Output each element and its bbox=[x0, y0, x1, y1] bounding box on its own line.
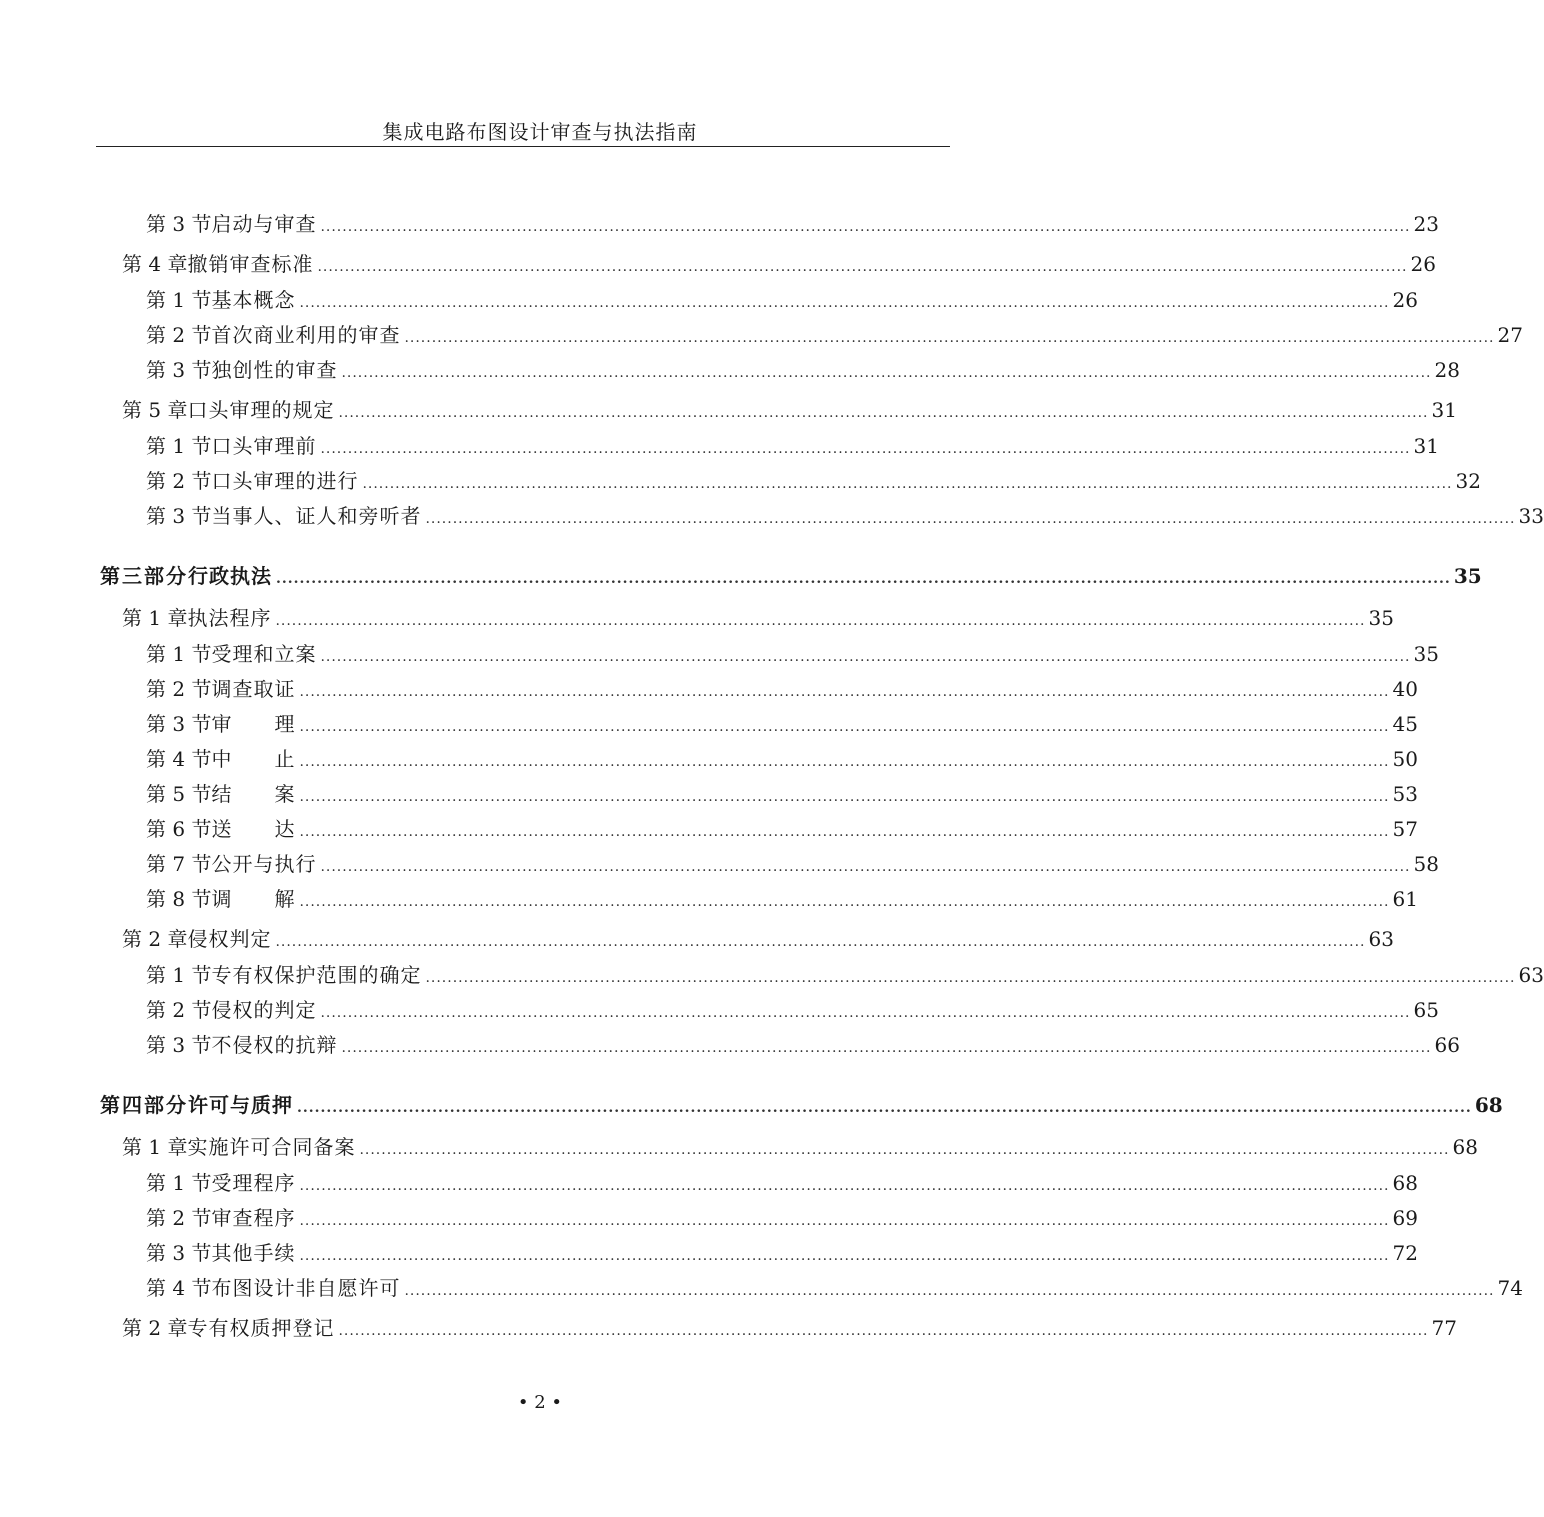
toc-entry-label: 第 6 节 bbox=[146, 817, 212, 841]
toc-entry-label: 第 1 节 bbox=[146, 1171, 212, 1195]
toc-entry-section bbox=[146, 211, 1439, 237]
dot-leader: ........................................................................................................................................................................................................ bbox=[341, 365, 1432, 381]
toc-entry-title: 基本概念 bbox=[211, 288, 296, 312]
toc-entry-page: 26 bbox=[1392, 288, 1418, 312]
toc-entry-chapter bbox=[122, 926, 1394, 952]
toc-entry-page: 28 bbox=[1434, 358, 1460, 382]
page-number: • 2 • bbox=[517, 1392, 563, 1413]
toc-entry-page: 57 bbox=[1392, 817, 1418, 841]
toc-entry-label: 第 2 章 bbox=[122, 927, 188, 951]
toc-entry-title: 侵权判定 bbox=[187, 927, 272, 951]
toc-entry-label: 第 2 节 bbox=[146, 677, 212, 701]
toc-entry-title: 送 达 bbox=[211, 817, 296, 841]
dot-leader: ........................................................................................................................................................................................................ bbox=[299, 1178, 1390, 1194]
toc-entry-title: 独创性的审查 bbox=[211, 358, 338, 382]
toc-entry-page: 72 bbox=[1392, 1241, 1418, 1265]
toc-entry-section bbox=[146, 357, 1460, 383]
toc-entry-title: 执法程序 bbox=[187, 606, 272, 630]
toc-entry-title: 侵权的判定 bbox=[211, 998, 317, 1022]
toc-entry-page: 68 bbox=[1452, 1135, 1478, 1159]
toc-entry-label: 第 4 章 bbox=[122, 252, 188, 276]
toc-entry-section bbox=[146, 711, 1418, 737]
toc-entry-title: 结 案 bbox=[211, 782, 296, 806]
toc-entry-page: 35 bbox=[1453, 564, 1482, 588]
dot-leader: ........................................................................................................................................................................................................ bbox=[299, 754, 1390, 770]
toc-entry-title: 受理程序 bbox=[211, 1171, 296, 1195]
toc-entry-title: 调查取证 bbox=[211, 677, 296, 701]
toc-entry-part bbox=[100, 563, 1482, 589]
dot-leader: ........................................................................................................................................................................................................ bbox=[299, 1248, 1390, 1264]
toc-entry-section bbox=[146, 287, 1418, 313]
toc-entry-label: 第 2 节 bbox=[146, 323, 212, 347]
toc-entry-chapter bbox=[122, 1134, 1478, 1160]
dot-leader: ........................................................................................................................................................................................................ bbox=[425, 970, 1516, 986]
toc-entry-page: 31 bbox=[1431, 398, 1457, 422]
toc-entry-page: 40 bbox=[1392, 677, 1418, 701]
toc-entry-page: 61 bbox=[1392, 887, 1418, 911]
dot-leader: ........................................................................................................................................................................................................ bbox=[297, 1100, 1472, 1116]
dot-leader: ........................................................................................................................................................................................................ bbox=[341, 1040, 1432, 1056]
toc-entry-page: 35 bbox=[1413, 642, 1439, 666]
toc-entry-label: 第 4 节 bbox=[146, 1276, 212, 1300]
toc-entry-label: 第 2 节 bbox=[146, 469, 212, 493]
dot-leader: ........................................................................................................................................................................................................ bbox=[320, 441, 1411, 457]
dot-leader: ........................................................................................................................................................................................................ bbox=[299, 719, 1390, 735]
toc-entry-title: 审 理 bbox=[211, 712, 296, 736]
dot-leader: ........................................................................................................................................................................................................ bbox=[299, 684, 1390, 700]
dot-leader: ........................................................................................................................................................................................................ bbox=[299, 789, 1390, 805]
toc-entry-chapter bbox=[122, 397, 1457, 423]
dot-leader: ........................................................................................................................................................................................................ bbox=[404, 330, 1495, 346]
toc-entry-chapter bbox=[122, 1315, 1457, 1341]
toc-entry-page: 45 bbox=[1392, 712, 1418, 736]
toc-entry-label: 第四部分 bbox=[100, 1093, 188, 1117]
toc-entry-section bbox=[146, 746, 1418, 772]
toc-entry-page: 66 bbox=[1434, 1033, 1460, 1057]
toc-entry-label: 第 3 节 bbox=[146, 1241, 212, 1265]
dot-leader: ........................................................................................................................................................................................................ bbox=[299, 824, 1390, 840]
toc-entry-title: 其他手续 bbox=[211, 1241, 296, 1265]
toc-entry-title: 受理和立案 bbox=[211, 642, 317, 666]
toc-entry-section bbox=[146, 851, 1439, 877]
toc-entry-label: 第 3 节 bbox=[146, 1033, 212, 1057]
toc-entry-title: 中 止 bbox=[211, 747, 296, 771]
toc-entry-chapter bbox=[122, 605, 1394, 631]
toc-entry-title: 实施许可合同备案 bbox=[187, 1135, 356, 1159]
dot-leader: ........................................................................................................................................................................................................ bbox=[338, 1323, 1429, 1339]
toc-entry-label: 第 3 节 bbox=[146, 358, 212, 382]
toc-entry-label: 第 5 章 bbox=[122, 398, 188, 422]
toc-entry-section bbox=[146, 641, 1439, 667]
toc-entry-part bbox=[100, 1092, 1503, 1118]
dot-leader: ........................................................................................................................................................................................................ bbox=[320, 1005, 1411, 1021]
toc-entry-page: 68 bbox=[1392, 1171, 1418, 1195]
toc-entry-section bbox=[146, 962, 1544, 988]
toc-entry-page: 68 bbox=[1474, 1093, 1503, 1117]
toc-entry-page: 23 bbox=[1413, 212, 1439, 236]
toc-entry-label: 第 2 节 bbox=[146, 998, 212, 1022]
toc-entry-page: 26 bbox=[1410, 252, 1436, 276]
toc-entry-title: 启动与审查 bbox=[211, 212, 317, 236]
toc-entry-page: 69 bbox=[1392, 1206, 1418, 1230]
header-rule bbox=[96, 146, 950, 147]
dot-leader: ........................................................................................................................................................................................................ bbox=[320, 859, 1411, 875]
toc-entry-title: 专有权保护范围的确定 bbox=[211, 963, 422, 987]
toc-entry-page: 74 bbox=[1497, 1276, 1523, 1300]
dot-leader: ........................................................................................................................................................................................................ bbox=[359, 1142, 1450, 1158]
toc-entry-label: 第 2 节 bbox=[146, 1206, 212, 1230]
toc-entry-section bbox=[146, 433, 1439, 459]
toc-entry-label: 第三部分 bbox=[100, 564, 188, 588]
toc-entry-title: 不侵权的抗辩 bbox=[211, 1033, 338, 1057]
toc-entry-section bbox=[146, 781, 1418, 807]
toc-entry-title: 行政执法 bbox=[188, 564, 272, 588]
toc-entry-section bbox=[146, 1032, 1460, 1058]
toc-entry-section bbox=[146, 816, 1418, 842]
toc-entry-title: 审查程序 bbox=[211, 1206, 296, 1230]
toc-entry-title: 口头审理的规定 bbox=[187, 398, 335, 422]
toc-entry-page: 27 bbox=[1497, 323, 1523, 347]
toc-entry-label: 第 7 节 bbox=[146, 852, 212, 876]
toc-entry-chapter bbox=[122, 251, 1436, 277]
toc-entry-section bbox=[146, 1275, 1523, 1301]
toc-entry-page: 35 bbox=[1368, 606, 1394, 630]
toc-entry-label: 第 4 节 bbox=[146, 747, 212, 771]
toc-entry-section bbox=[146, 676, 1418, 702]
dot-leader: ........................................................................................................................................................................................................ bbox=[299, 894, 1390, 910]
dot-leader: ........................................................................................................................................................................................................ bbox=[425, 511, 1516, 527]
toc-entry-label: 第 1 节 bbox=[146, 642, 212, 666]
toc-entry-title: 专有权质押登记 bbox=[187, 1316, 335, 1340]
toc-entry-page: 77 bbox=[1431, 1316, 1457, 1340]
toc-entry-label: 第 8 节 bbox=[146, 887, 212, 911]
toc-entry-page: 31 bbox=[1413, 434, 1439, 458]
toc-entry-label: 第 2 章 bbox=[122, 1316, 188, 1340]
dot-leader: ........................................................................................................................................................................................................ bbox=[275, 934, 1366, 950]
dot-leader: ........................................................................................................................................................................................................ bbox=[320, 649, 1411, 665]
toc-entry-title: 口头审理前 bbox=[211, 434, 317, 458]
toc-entry-page: 63 bbox=[1518, 963, 1544, 987]
toc-entry-title: 当事人、证人和旁听者 bbox=[211, 504, 422, 528]
toc-entry-label: 第 1 章 bbox=[122, 1135, 188, 1159]
dot-leader: ........................................................................................................................................................................................................ bbox=[299, 295, 1390, 311]
dot-leader: ........................................................................................................................................................................................................ bbox=[276, 571, 1451, 587]
toc-entry-label: 第 3 节 bbox=[146, 504, 212, 528]
toc-entry-page: 65 bbox=[1413, 998, 1439, 1022]
toc-entry-section bbox=[146, 503, 1544, 529]
dot-leader: ........................................................................................................................................................................................................ bbox=[338, 405, 1429, 421]
toc-entry-section bbox=[146, 1205, 1418, 1231]
toc-entry-label: 第 1 节 bbox=[146, 963, 212, 987]
toc-entry-title: 调 解 bbox=[211, 887, 296, 911]
toc-entry-section bbox=[146, 468, 1481, 494]
toc-entry-section bbox=[146, 322, 1523, 348]
toc-entry-title: 布图设计非自愿许可 bbox=[211, 1276, 401, 1300]
toc-entry-page: 33 bbox=[1518, 504, 1544, 528]
toc-entry-page: 58 bbox=[1413, 852, 1439, 876]
toc-entry-label: 第 1 章 bbox=[122, 606, 188, 630]
toc-entry-title: 撤销审查标准 bbox=[187, 252, 314, 276]
toc-entry-label: 第 3 节 bbox=[146, 712, 212, 736]
toc-entry-title: 口头审理的进行 bbox=[211, 469, 359, 493]
toc-entry-section bbox=[146, 1240, 1418, 1266]
dot-leader: ........................................................................................................................................................................................................ bbox=[299, 1213, 1390, 1229]
toc-entry-label: 第 3 节 bbox=[146, 212, 212, 236]
dot-leader: ........................................................................................................................................................................................................ bbox=[317, 259, 1408, 275]
dot-leader: ........................................................................................................................................................................................................ bbox=[275, 613, 1366, 629]
toc-entry-section bbox=[146, 886, 1418, 912]
toc-entry-page: 53 bbox=[1392, 782, 1418, 806]
toc-entry-title: 许可与质押 bbox=[188, 1093, 293, 1117]
toc-entry-label: 第 1 节 bbox=[146, 288, 212, 312]
running-header-title: 集成电路布图设计审查与执法指南 bbox=[382, 120, 698, 144]
dot-leader: ........................................................................................................................................................................................................ bbox=[362, 476, 1453, 492]
toc-entry-title: 首次商业利用的审查 bbox=[211, 323, 401, 347]
toc-entry-page: 32 bbox=[1455, 469, 1481, 493]
dot-leader: ........................................................................................................................................................................................................ bbox=[320, 219, 1411, 235]
toc-entry-section bbox=[146, 1170, 1418, 1196]
toc-entry-section bbox=[146, 997, 1439, 1023]
toc-entry-label: 第 5 节 bbox=[146, 782, 212, 806]
toc-entry-label: 第 1 节 bbox=[146, 434, 212, 458]
toc-entry-page: 63 bbox=[1368, 927, 1394, 951]
dot-leader: ........................................................................................................................................................................................................ bbox=[404, 1283, 1495, 1299]
toc-entry-title: 公开与执行 bbox=[211, 852, 317, 876]
toc-entry-page: 50 bbox=[1392, 747, 1418, 771]
